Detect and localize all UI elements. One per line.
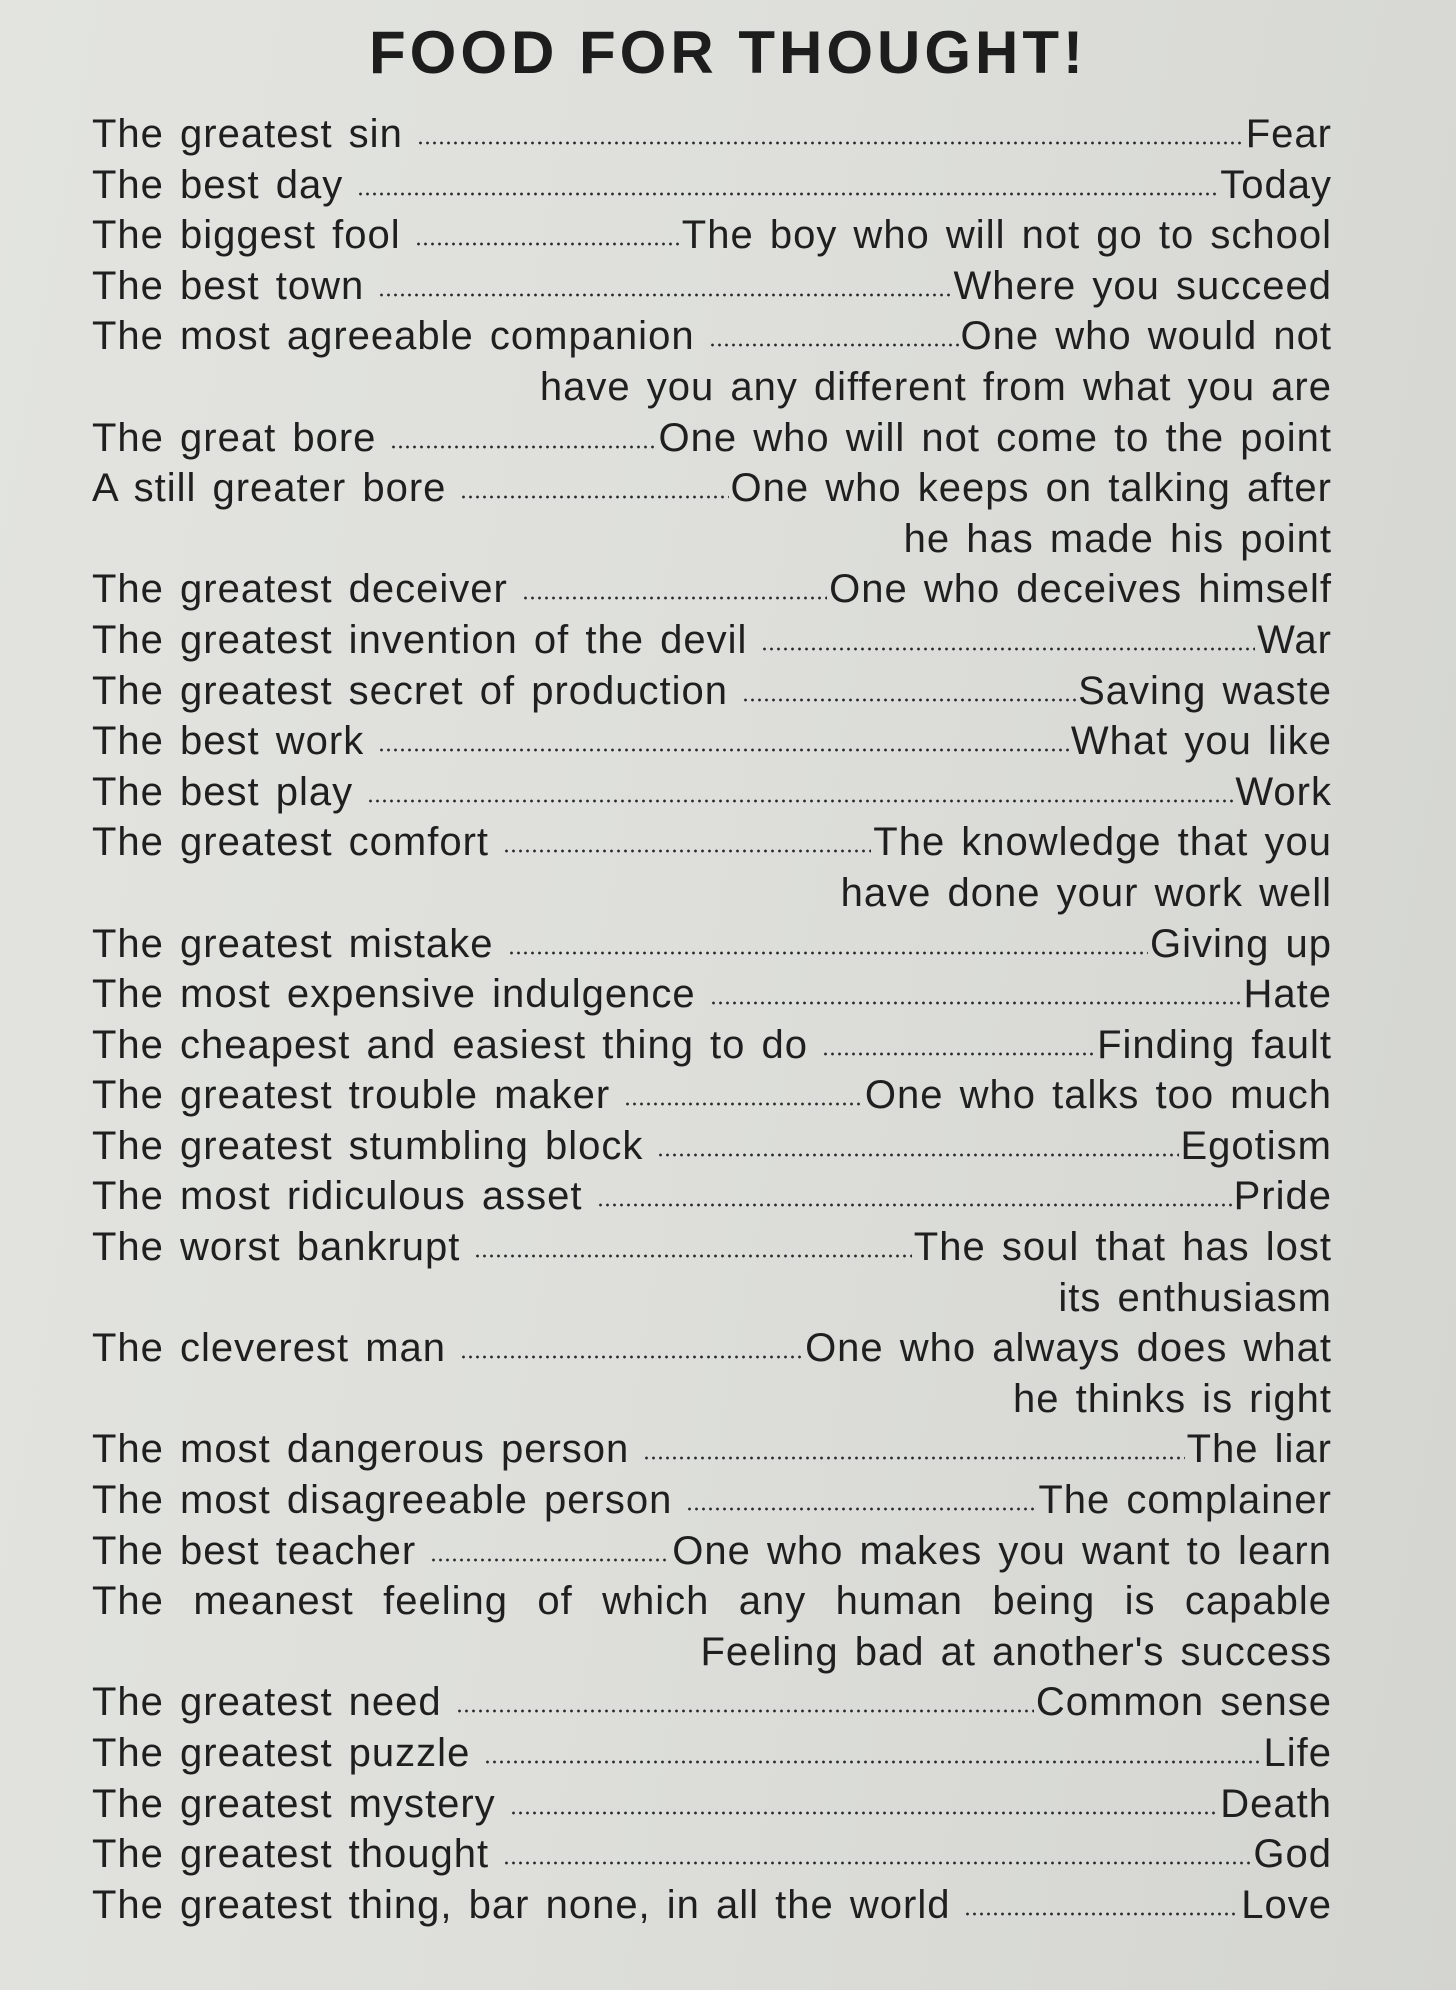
dot-leader (378, 748, 1069, 752)
saying-line (92, 1728, 1332, 1779)
saying-subject: The cheapest and easiest thing to do (92, 1022, 809, 1067)
saying-subject: The greatest need (92, 1680, 442, 1725)
saying-entry (92, 919, 1332, 970)
saying-answer: What you like (1070, 719, 1332, 764)
saying-entry (92, 1070, 1332, 1121)
saying-line (92, 1779, 1332, 1830)
saying-subject: The greatest comfort (92, 820, 490, 865)
saying-entry (92, 1728, 1332, 1779)
saying-subject: The greatest secret of production (92, 668, 728, 713)
saying-subject: The best play (92, 769, 354, 814)
saying-line (92, 1171, 1332, 1222)
saying-subject: The greatest puzzle (92, 1731, 471, 1775)
dot-leader (460, 1355, 803, 1359)
saying-answer: Giving up (1150, 921, 1332, 966)
saying-subject: The greatest thought (92, 1832, 490, 1877)
dot-leader (390, 445, 656, 449)
saying-line (92, 261, 1332, 312)
dot-leader (367, 799, 1233, 803)
saying-line (92, 311, 1332, 362)
saying-answer-continuation: have you any different from what you are (539, 364, 1332, 409)
saying-answer: One who deceives himself (829, 567, 1332, 612)
dot-leader (510, 1811, 1219, 1815)
dot-leader (742, 698, 1076, 702)
saying-answer: Saving waste (1078, 668, 1332, 713)
saying-answer: The knowledge that you (873, 820, 1332, 865)
saying-entry (92, 1829, 1332, 1880)
saying-answer: Finding fault (1097, 1022, 1332, 1067)
saying-entry (92, 767, 1332, 818)
dot-leader (417, 141, 1244, 145)
dot-leader (761, 647, 1255, 651)
saying-entry (92, 1171, 1332, 1222)
saying-answer-continuation: he thinks is right (1012, 1376, 1332, 1421)
saying-answer: One who makes you want to learn (672, 1528, 1332, 1573)
saying-entry (92, 413, 1332, 464)
saying-entry (92, 1424, 1332, 1475)
saying-line (92, 1020, 1332, 1071)
saying-answer: The boy who will not go to school (681, 213, 1332, 258)
saying-subject: The great bore (92, 415, 377, 460)
saying-subject: The most disagreeable person (92, 1478, 673, 1523)
dot-leader (597, 1203, 1232, 1207)
saying-line (92, 1677, 1332, 1728)
saying-subject: The best work (92, 719, 365, 764)
saying-subject: The greatest sin (92, 112, 403, 156)
saying-answer: The soul that has lost (913, 1225, 1332, 1270)
saying-entry (92, 1020, 1332, 1071)
saying-answer: Where you succeed (953, 263, 1332, 308)
saying-line (92, 1829, 1332, 1880)
saying-line (92, 1880, 1332, 1931)
dot-leader (357, 192, 1218, 196)
saying-answer: War (1257, 617, 1332, 662)
saying-subject: The greatest stumbling block (92, 1123, 644, 1168)
saying-subject: The greatest mystery (92, 1781, 496, 1826)
saying-answer-continuation: Feeling bad at another's success (700, 1629, 1332, 1674)
saying-subject: The biggest fool (92, 213, 401, 258)
saying-answer: The liar (1186, 1427, 1332, 1472)
saying-entry (92, 1323, 1332, 1424)
saying-subject: A still greater bore (92, 466, 447, 511)
saying-subject: The best teacher (92, 1528, 417, 1573)
saying-entry (92, 1222, 1332, 1323)
saying-answer: Death (1220, 1781, 1332, 1826)
saying-line (92, 1526, 1332, 1577)
saying-line (92, 817, 1332, 868)
saying-entry (92, 1677, 1332, 1728)
saying-entry (92, 817, 1332, 918)
saying-subject: The greatest invention of the devil (92, 617, 748, 662)
saying-entry (92, 564, 1332, 615)
saying-line (92, 463, 1332, 514)
saying-entry (92, 1526, 1332, 1577)
dot-leader (657, 1153, 1178, 1157)
saying-entry (92, 969, 1332, 1020)
saying-entry (92, 615, 1332, 666)
sayings-list (92, 109, 1332, 1930)
saying-answer: Love (1241, 1882, 1332, 1927)
saying-subject: The best town (92, 263, 365, 308)
saying-answer: Egotism (1180, 1123, 1332, 1168)
saying-answer: One who will not come to the point (658, 415, 1332, 460)
dot-leader (710, 1001, 1242, 1005)
saying-subject: The cleverest man (92, 1326, 447, 1371)
saying-subject: The most ridiculous asset (92, 1174, 583, 1219)
saying-full-line: The meanest feeling of which any human being is capable (92, 1579, 1332, 1624)
saying-line (92, 1424, 1332, 1475)
saying-answer-continuation: he has made his point (903, 516, 1332, 561)
saying-entry (92, 261, 1332, 312)
saying-line (92, 413, 1332, 464)
saying-answer-continuation: have done your work well (840, 870, 1332, 915)
saying-entry (92, 1121, 1332, 1172)
saying-answer: Work (1235, 769, 1332, 814)
saying-subject: The most expensive indulgence (92, 972, 696, 1017)
saying-subject: The greatest deceiver (92, 567, 508, 612)
saying-line (92, 210, 1332, 261)
saying-answer: Life (1263, 1731, 1332, 1775)
saying-subject: The greatest thing, bar none, in all the world (92, 1882, 951, 1927)
saying-line (92, 1475, 1332, 1526)
saying-subject: The worst bankrupt (92, 1225, 461, 1270)
saying-entry (92, 463, 1332, 564)
saying-line (92, 1323, 1332, 1374)
saying-answer: Common sense (1035, 1680, 1332, 1725)
saying-entry (92, 1475, 1332, 1526)
saying-answer: The complainer (1038, 1478, 1332, 1523)
saying-entry (92, 1880, 1332, 1931)
saying-line (92, 1121, 1332, 1172)
saying-subject: The best day (92, 162, 344, 207)
saying-line (92, 969, 1332, 1020)
dot-leader (378, 293, 951, 297)
saying-line (92, 1222, 1332, 1273)
saying-subject: The most agreeable companion (92, 314, 695, 359)
saying-answer: God (1253, 1832, 1332, 1877)
saying-answer: Hate (1243, 972, 1332, 1017)
saying-answer-continuation: its enthusiasm (1058, 1275, 1332, 1320)
saying-entry (92, 311, 1332, 412)
saying-entry (92, 210, 1332, 261)
saying-answer: Pride (1233, 1174, 1332, 1219)
dot-leader (624, 1102, 863, 1106)
saying-answer: One who talks too much (864, 1073, 1332, 1118)
saying-answer: Today (1220, 162, 1332, 207)
dot-leader (474, 1254, 911, 1258)
dot-leader (503, 849, 871, 853)
dot-leader (456, 1709, 1034, 1713)
dot-leader (964, 1912, 1239, 1916)
saying-entry (92, 716, 1332, 767)
saying-entry (92, 109, 1332, 160)
saying-line (92, 1070, 1332, 1121)
saying-subject: The greatest mistake (92, 921, 494, 966)
dot-leader (709, 343, 959, 347)
page-title: FOOD FOR THOUGHT! (369, 19, 1087, 86)
saying-line (92, 109, 1332, 160)
dot-leader (430, 1558, 670, 1562)
saying-entry (92, 1576, 1332, 1677)
saying-entry (92, 1779, 1332, 1830)
saying-answer: One who would not (960, 314, 1332, 359)
dot-leader (686, 1507, 1036, 1511)
saying-subject: The most dangerous person (92, 1427, 630, 1472)
dot-leader (503, 1861, 1251, 1865)
saying-entry (92, 666, 1332, 717)
dot-leader (484, 1760, 1261, 1764)
saying-answer: One who always does what (805, 1326, 1332, 1371)
saying-subject: The greatest trouble maker (92, 1073, 611, 1118)
dot-leader (415, 242, 680, 246)
dot-leader (643, 1456, 1184, 1460)
dot-leader (460, 495, 728, 499)
saying-line (92, 160, 1332, 211)
saying-line (92, 615, 1332, 666)
dot-leader (822, 1052, 1095, 1056)
dot-leader (508, 951, 1149, 955)
saying-line (92, 666, 1332, 717)
saying-line (92, 564, 1332, 615)
saying-answer: Fear (1245, 112, 1332, 156)
saying-entry (92, 160, 1332, 211)
saying-line (92, 767, 1332, 818)
saying-answer: One who keeps on talking after (730, 466, 1332, 511)
dot-leader (522, 596, 827, 600)
saying-line (92, 716, 1332, 767)
saying-line (92, 919, 1332, 970)
